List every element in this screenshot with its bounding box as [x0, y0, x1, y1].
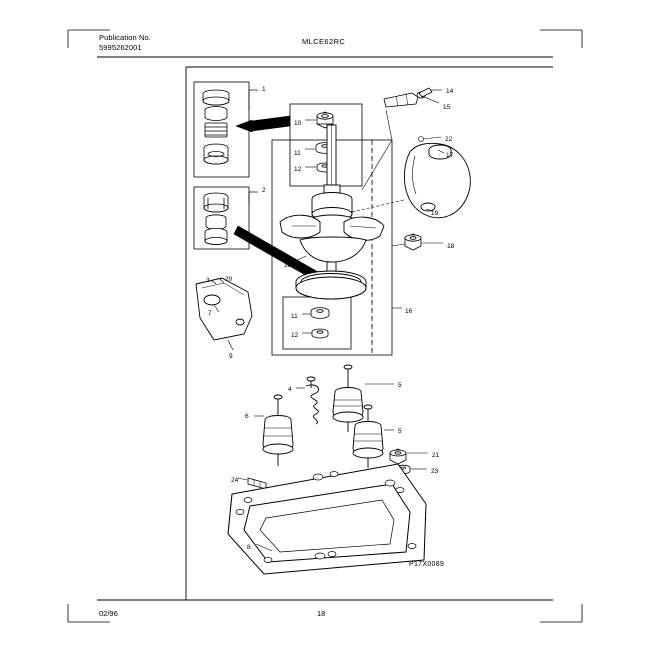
callout-19: 19: [431, 210, 439, 217]
callout-3: 3: [206, 277, 210, 284]
callout-9: 9: [229, 353, 233, 360]
callout-14: 14: [446, 88, 454, 95]
callout-12: 12: [291, 332, 299, 339]
publication-number: 5995262001: [99, 43, 142, 52]
cover-plate-left: [196, 278, 252, 340]
callout-18: 18: [447, 243, 455, 250]
fastener-leaders-lower: [302, 314, 312, 333]
publication-label: Publication No.: [99, 33, 151, 42]
callout-23: 23: [431, 468, 439, 475]
suspension-spring: [306, 377, 319, 424]
fastener-leaders-upper: [305, 120, 316, 167]
callout-16: 16: [405, 308, 413, 315]
footer-page: 18: [317, 609, 326, 618]
callout-20: 20: [225, 276, 233, 283]
callout-2: 2: [262, 187, 266, 194]
callout-13: 13: [284, 262, 292, 269]
seal-kit-parts-lower: [204, 193, 228, 245]
callout-12: 12: [294, 166, 302, 173]
callout-4: 4: [288, 386, 292, 393]
callout-21: 21: [432, 452, 440, 459]
callout-6: 6: [245, 413, 249, 420]
damper-left: [263, 395, 293, 466]
callout-5: 5: [398, 428, 402, 435]
leader-2: [249, 192, 258, 205]
model-number: MLCE62RC: [302, 37, 346, 46]
callout-11: 11: [294, 150, 301, 157]
callout-8: 8: [247, 544, 251, 551]
damper-upper: [333, 365, 363, 432]
callout-7: 7: [208, 310, 212, 317]
motor-cover: [404, 143, 470, 217]
callout-1: 1: [262, 86, 266, 93]
footer-date: 02/96: [99, 609, 118, 618]
callout-15: 15: [443, 104, 451, 111]
figure-code: P17X0089: [409, 561, 445, 568]
callout-24: 24: [231, 477, 239, 484]
fastener-box-lower: [283, 297, 351, 349]
leader-1: [249, 90, 258, 110]
callout-17: 17: [446, 152, 454, 159]
callout-22: 22: [445, 136, 453, 143]
base-clip-24: [248, 478, 266, 489]
callout-10: 10: [294, 120, 302, 127]
seal-kit-parts-upper: [203, 90, 229, 164]
callout-11: 11: [291, 313, 298, 320]
callout-5: 5: [398, 382, 402, 389]
assembly-arrow-upper: [236, 116, 290, 132]
fastener-stack-lower: [311, 308, 329, 338]
bolt-21: [390, 449, 406, 464]
small-nut-18: [405, 234, 421, 250]
